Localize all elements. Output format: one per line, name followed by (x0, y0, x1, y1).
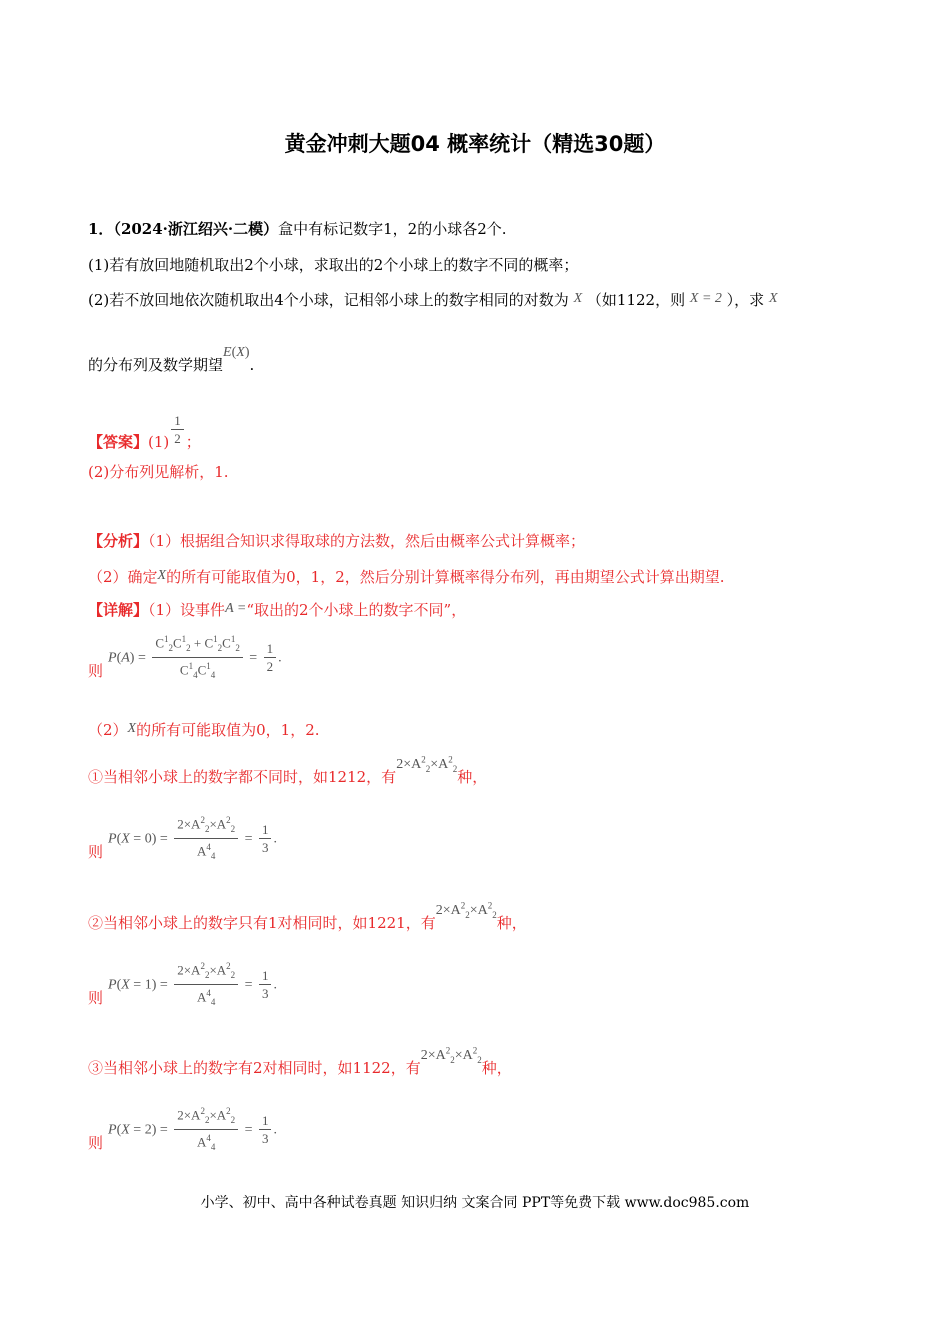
page-footer: 小学、初中、高中各种试卷真题 知识归纳 文案合同 PPT等免费下载 www.doc985.com (200, 1195, 750, 1211)
answer-line-1: 【答案】(1) $\frac{1}{2}$ ； (88, 413, 201, 451)
formula-p-x1: P(X = 1) = $\frac{2\times A^2_2\times A^2_2}{A^4_4}$ = $\frac{1}{3}$ . (108, 958, 277, 1011)
detail-label: 【详解】 (88, 601, 149, 619)
math-expectation: E(X) (223, 345, 250, 360)
formula-p-a: P(A) = $\frac{C^1_2C^1_2 + C^1_2C^1_2}{C^1_4C^1_4}$ = $\frac{1}{2}$ . (108, 631, 282, 684)
math-x: X (573, 291, 583, 306)
page-title: 黄金冲刺大题04 概率统计（精选30题） (284, 132, 666, 156)
question-source: （2024·浙江绍兴·二模） (113, 220, 279, 238)
ze-label: 则 (88, 662, 104, 680)
case-1-line: ②当相邻小球上的数字只有1对相同时，如1221，有$2\times A^2_2\times A^2_2$种， (88, 900, 527, 932)
math-x-eq-2: X = 2 (689, 291, 722, 306)
analysis-label: 【分析】 (88, 532, 149, 550)
answer-label: 【答案】 (88, 433, 149, 451)
ze-label: 则 (88, 1134, 104, 1152)
ze-label: 则 (88, 843, 104, 861)
formula-p-x2: P(X = 2) = $\frac{2\times A^2_2\times A^2_2}{A^4_4}$ = $\frac{1}{3}$ . (108, 1103, 277, 1156)
detail-line-1: 【详解】（1）设事件A =“取出的2个小球上的数字不同”， (88, 601, 467, 619)
question-1-stem (88, 218, 507, 239)
detail-line-2: （2）X的所有可能取值为0，1，2. (88, 721, 320, 739)
ze-label: 则 (88, 989, 104, 1007)
fraction-one-half: $\frac{1}{2}$ (171, 412, 184, 447)
case-2-line: ③当相邻小球上的数字有2对相同时，如1122，有$2\times A^2_2\times A^2_2$种， (88, 1045, 512, 1077)
analysis-line-1: 【分析】（1）根据组合知识求得取球的方法数，然后由概率公式计算概率； (88, 532, 586, 550)
formula-p-x0: P(X = 0) = $\frac{2\times A^2_2\times A^2_2}{A^4_4}$ = $\frac{1}{3}$ . (108, 812, 277, 865)
answer-line-2: (2)分布列见解析，1. (88, 463, 229, 481)
case-0-line: ①当相邻小球上的数字都不同时，如1212，有$2\times A^2_2\times A^2_2$种， (88, 754, 488, 786)
question-part-2-cont: 的分布列及数学期望E(X). (88, 345, 255, 374)
analysis-line-2: （2）确定X的所有可能取值为0，1，2，然后分别计算概率得分布列，再由期望公式计算出期望. (88, 568, 725, 586)
question-number: 1． (88, 220, 114, 238)
question-part-1: (1)若有放回地随机取出2个小球，求取出的2个小球上的数字不同的概率； (88, 256, 579, 274)
question-part-2: (2)若不放回地依次随机取出4个小球，记相邻小球上的数字相同的对数为 X （如1122，则 X = 2 ），求 X (88, 291, 778, 309)
math-x: X (768, 291, 778, 306)
question-text: 盒中有标记数字1，2的小球各2个. (278, 220, 507, 238)
